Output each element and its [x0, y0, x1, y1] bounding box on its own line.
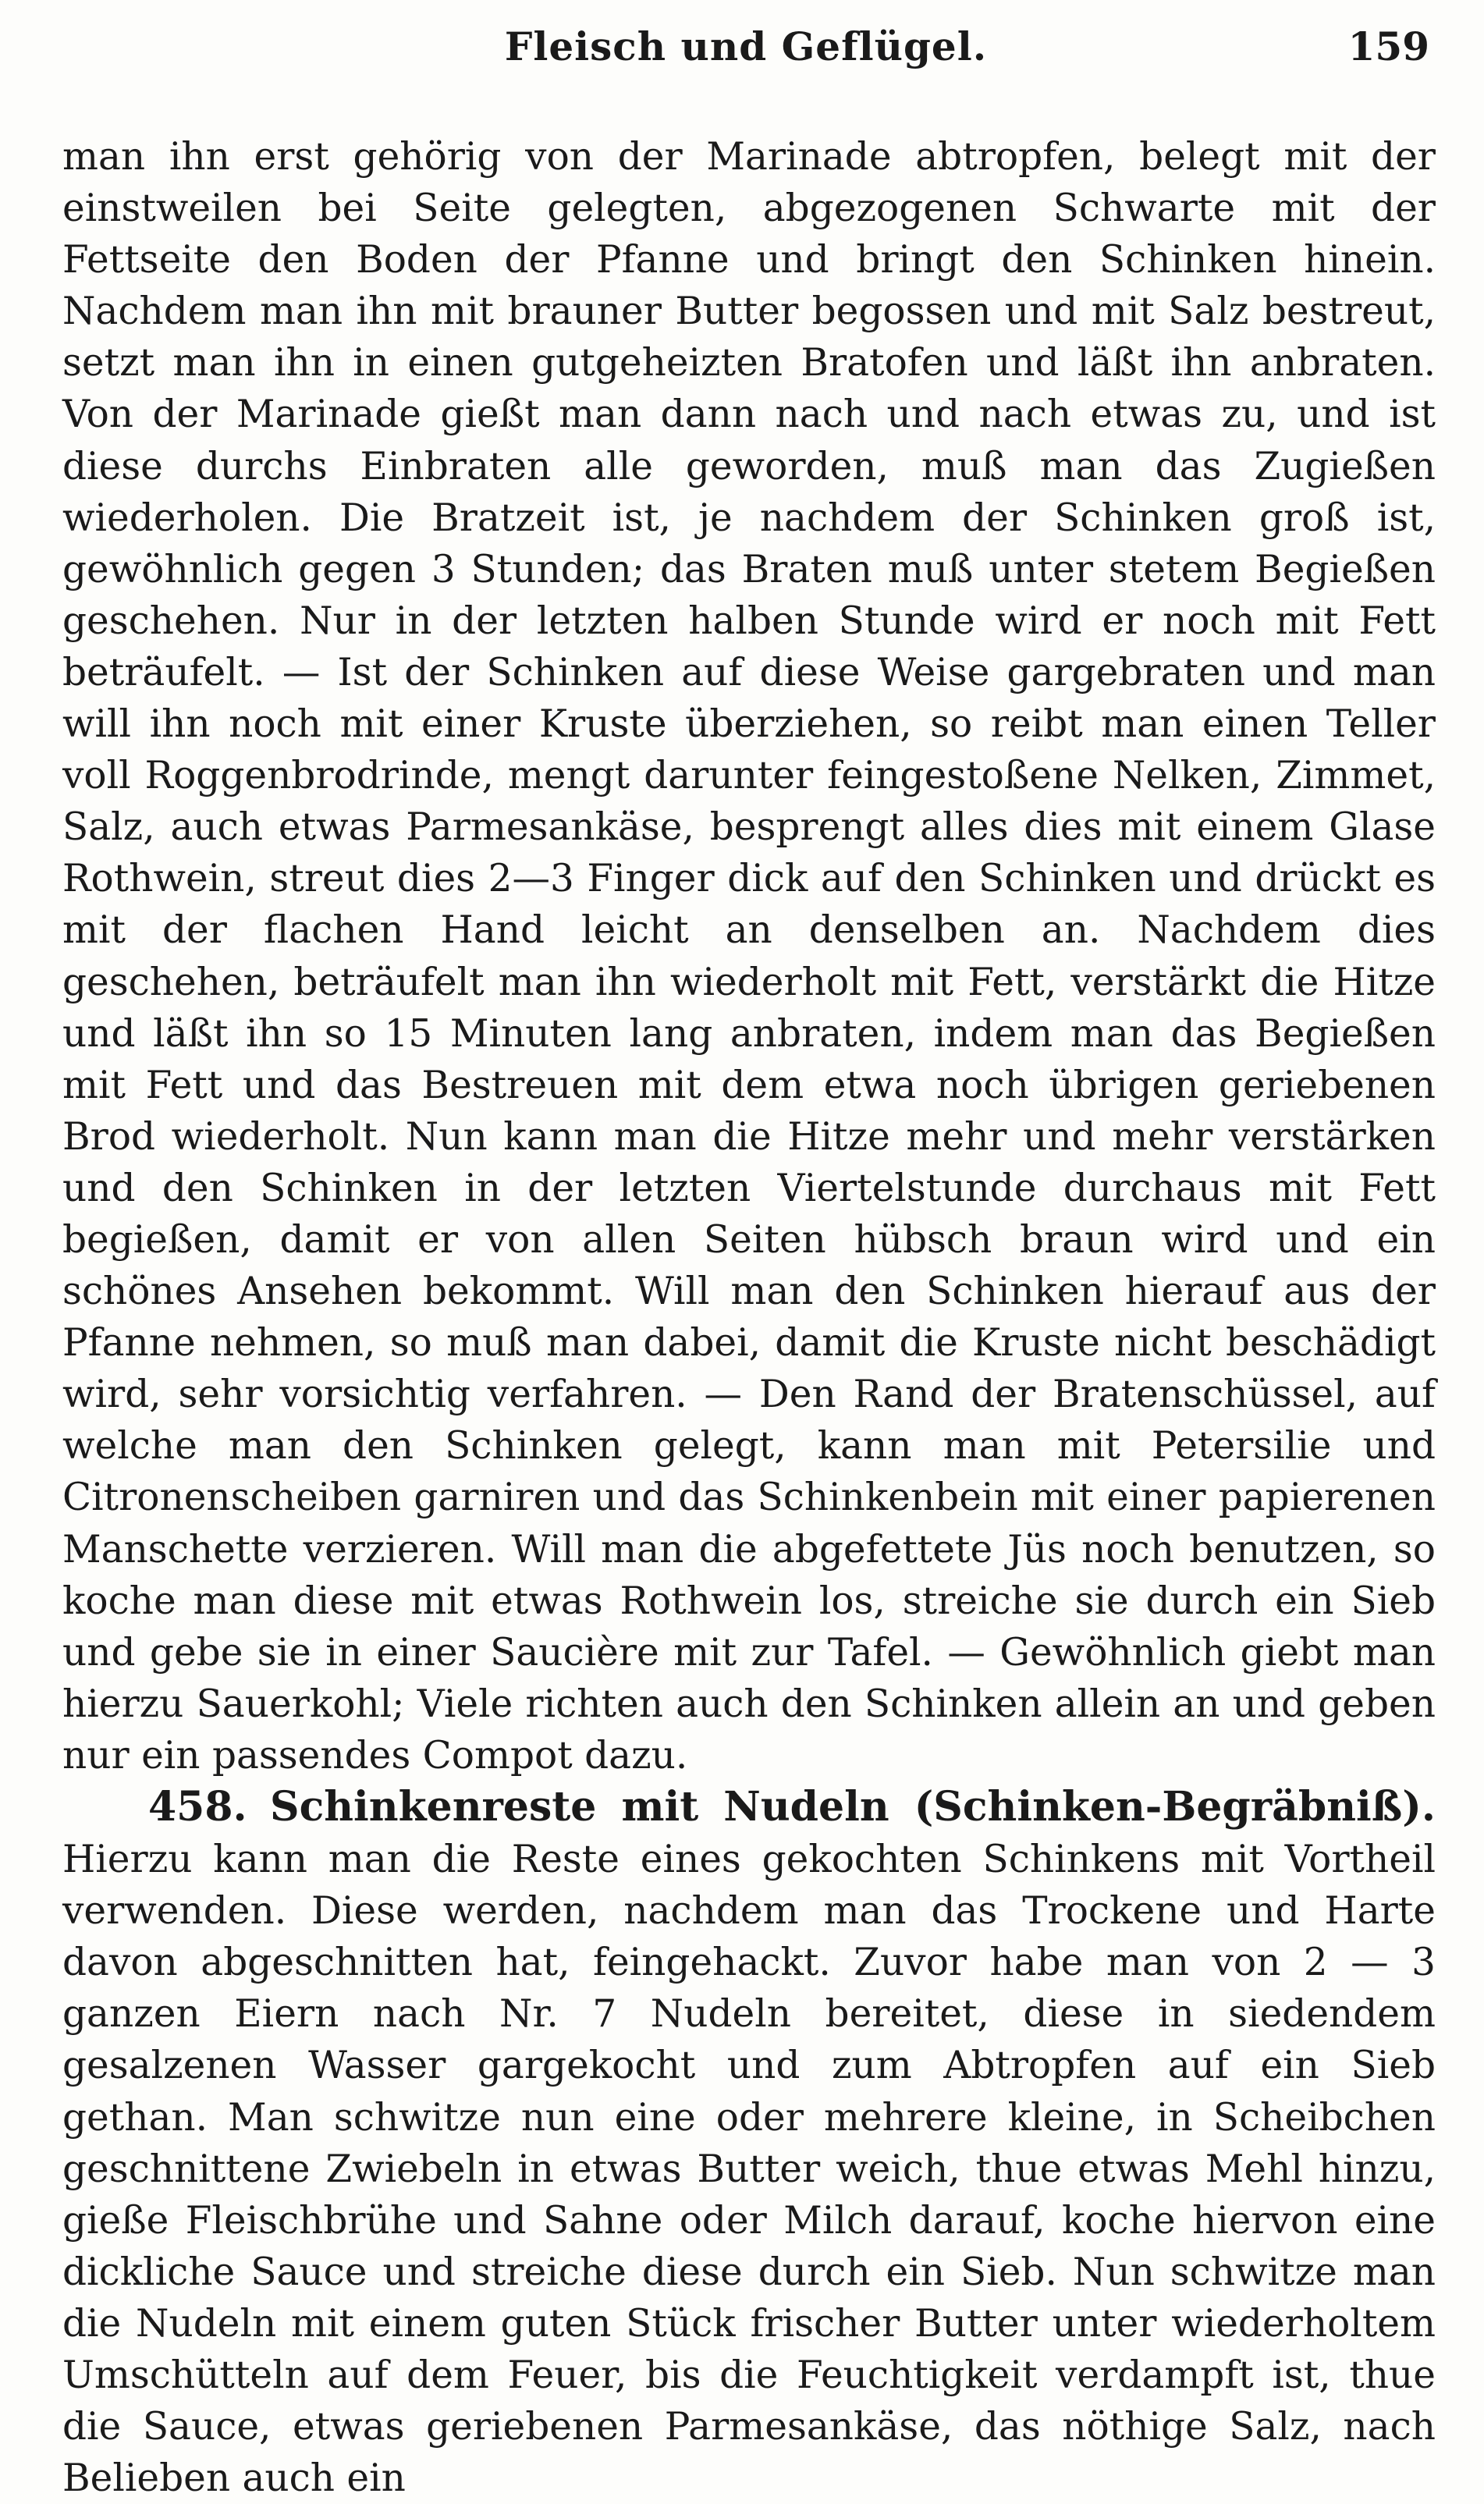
recipe-text: Hierzu kann man die Reste eines gekochten Schinkens mit Vortheil verwenden. Diese werden, nachdem man das Trockene und Harte davon abgeschnitten hat, feingehackt. Zuvor habe man von 2 — 3 ganzen Eiern nach Nr. 7 Nudeln bereitet, diese in siedendem gesalzenen Wasser gargekocht und zum Abtropfen auf ein Sieb gethan. Man schwitze nun eine oder mehrere kleine, in Scheibchen geschnittene Zwiebeln in etwas Butter weich, thue etwas Mehl hinzu, gieße Fleischbrühe und Sahne oder Milch darauf, koche hiervon eine dickliche Sauce und streiche diese durch ein Sieb. Nun schwitze man die Nudeln mit einem guten Stück frischer Butter unter wiederholtem Umschütteln auf dem Feuer, bis die Feuchtigkeit verdampft ist, thue die Sauce, etwas geriebenen Parmesankäse, das nöthige Salz, nach Belieben auch ein — [62, 1838, 1436, 2501]
continuation-paragraph: man ihn erst gehörig von der Marinade abtropfen, belegt mit der einstweilen bei Seite gelegten, abgezogenen Schwarte mit der Fettseite den Boden der Pfanne und bringt den Schinken hinein. Nachdem man ihn mit brauner Butter begossen und mit Salz bestreut, setzt man ihn in einen gutgeheizten Bratofen und läßt ihn anbraten. Von der Marinade gießt man dann nach und nach etwas zu, und ist diese durchs Einbraten alle geworden, muß man das Zugießen wiederholen. Die Bratzeit ist, je nachdem der Schinken groß ist, gewöhnlich gegen 3 Stunden; das Braten muß unter stetem Begießen geschehen. Nur in der letzten halben Stunde wird er noch mit Fett beträufelt. — Ist der Schinken auf diese Weise gargebraten und man will ihn noch mit einer Kruste überziehen, so reibt man einen Teller voll Roggenbrodrinde, mengt darunter feingestoßene Nelken, Zimmet, Salz, auch etwas Parmesankäse, besprengt alles dies mit einem Glase Rothwein, streut dies 2—3 Finger dick auf den Schinken und drückt es mit der flachen Hand leicht an denselben an. Nachdem dies geschehen, beträufelt man ihn wiederholt mit Fett, verstärkt die Hitze und läßt ihn so 15 Minuten lang anbraten, indem man das Begießen mit Fett und das Bestreuen mit dem etwa noch übrigen geriebenen Brod wiederholt. Nun kann man die Hitze mehr und mehr verstärken und den Schinken in der letzten Viertelstunde durchaus mit Fett begießen, damit er von allen Seiten hübsch braun wird und ein schönes Ansehen bekommt. Will man den Schinken hierauf aus der Pfanne nehmen, so muß man dabei, damit die Kruste nicht beschädigt wird, sehr vorsichtig verfahren. — Den Rand der Bratenschüssel, auf welche man den Schinken gelegt, kann man mit Petersilie und Citronenscheiben garniren und das Schinkenbein mit einer papierenen Manschette verzieren. Will man die abgefettete Jüs noch benutzen, so koche man diese mit etwas Rothwein los, streiche sie durch ein Sieb und gebe sie in einer Saucière mit zur Tafel. — Gewöhnlich giebt man hierzu Sauerkohl; Viele richten auch den Schinken allein an und geben nur ein passendes Compot dazu. — [62, 135, 1436, 1778]
recipe-paragraph — [62, 1781, 1436, 2504]
page-header — [62, 23, 1429, 70]
recipe-number: 458. — [148, 1783, 247, 1831]
page-number: 159 — [1347, 23, 1429, 69]
recipe-title: Schinkenreste mit Nudeln (Schinken-Begräbniß). — [270, 1783, 1436, 1831]
page-body — [62, 131, 1436, 2504]
running-title: Fleisch und Geflügel. — [504, 23, 988, 69]
